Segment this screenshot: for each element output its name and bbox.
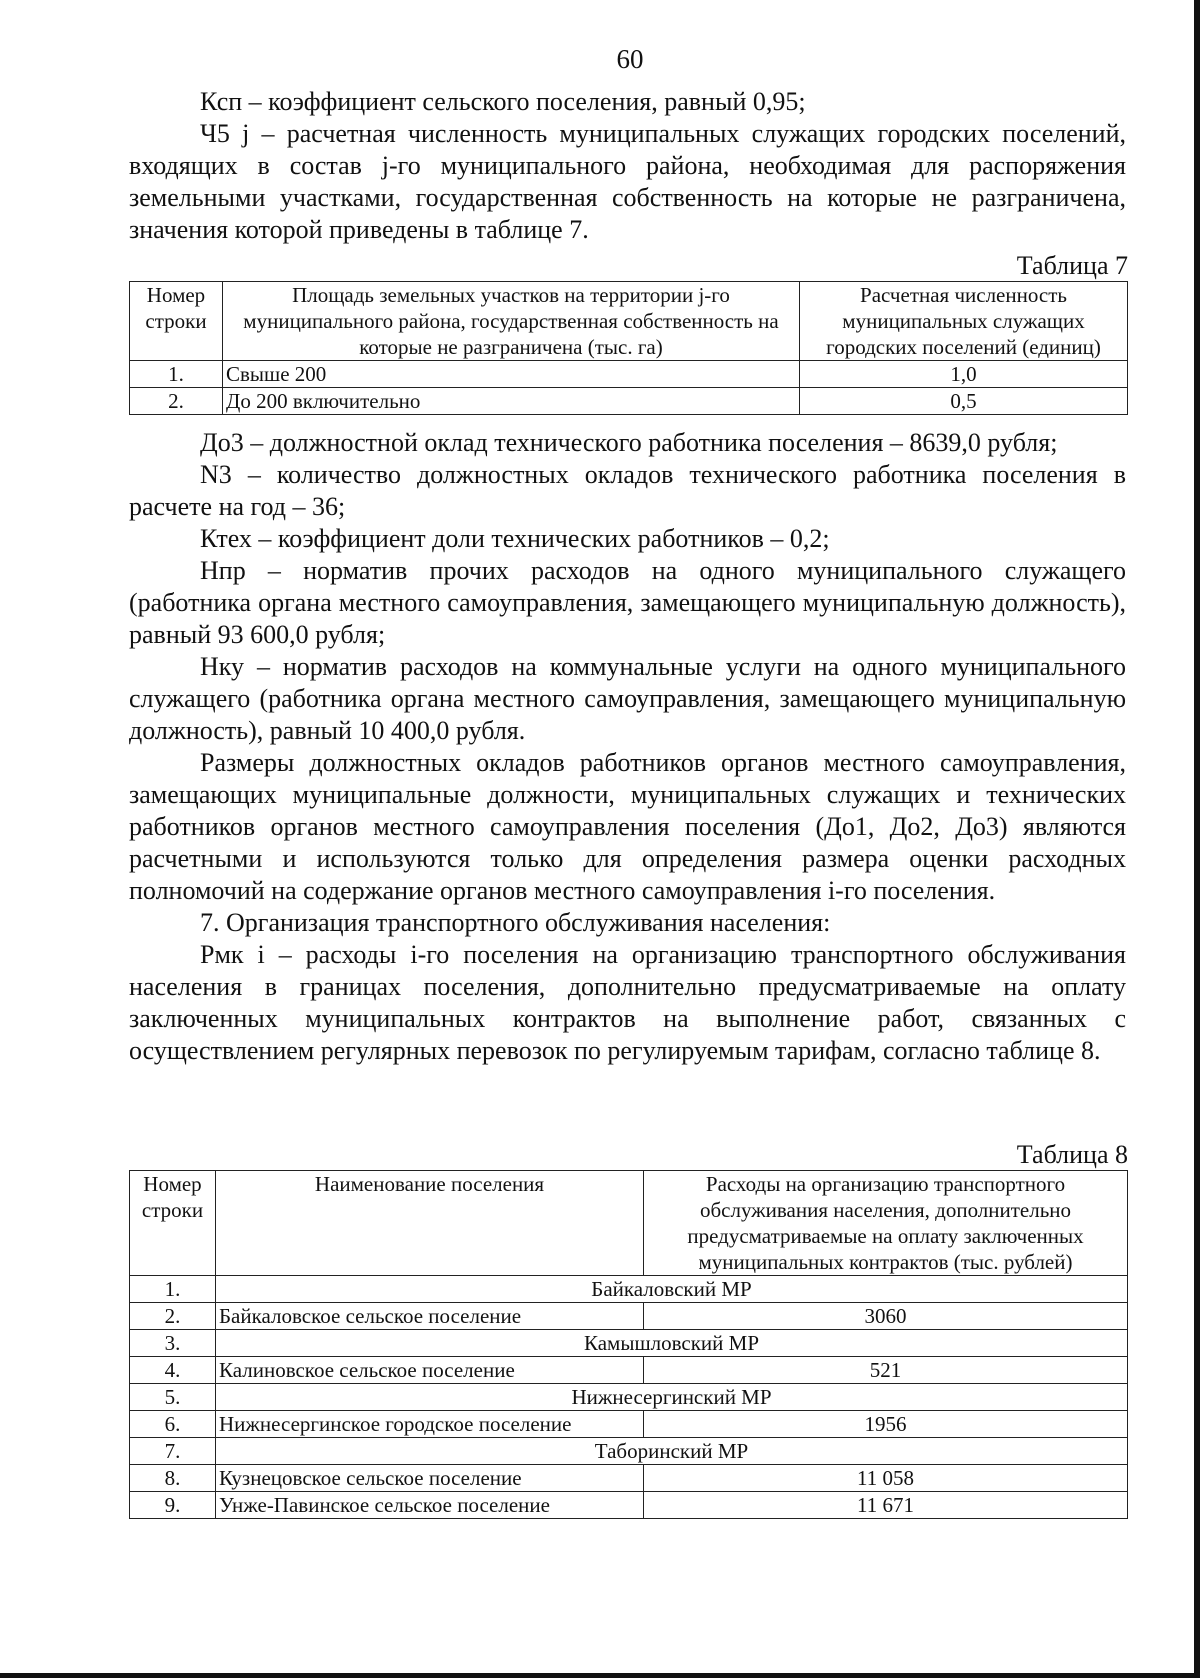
body-text <box>129 427 1126 1067</box>
row-number: 6. <box>130 1411 216 1438</box>
table-row <box>130 1357 1128 1384</box>
intro-text <box>129 86 1126 246</box>
row-name: Кузнецовское сельское поселение <box>216 1465 644 1492</box>
paragraph: Ксп – коэффициент сельского поселения, равный 0,95; <box>200 87 806 116</box>
row-name: Калиновское сельское поселение <box>216 1357 644 1384</box>
table-row <box>130 388 1128 415</box>
scan-edge-bottom <box>0 1673 1200 1678</box>
table-row <box>130 1465 1128 1492</box>
row-value: 0,5 <box>800 388 1128 415</box>
row-value: 3060 <box>644 1303 1128 1330</box>
row-value: 1,0 <box>800 361 1128 388</box>
row-number: 1. <box>130 1276 216 1303</box>
row-value: 1956 <box>644 1411 1128 1438</box>
table7-header-row <box>130 282 1128 361</box>
row-name: Нижнесергинское городское поселение <box>216 1411 644 1438</box>
row-area: До 200 включительно <box>223 388 800 415</box>
row-group: Камышловский МР <box>216 1330 1128 1357</box>
row-number: 9. <box>130 1492 216 1519</box>
paragraph: До3 – должностной оклад технического работника поселения – 8639,0 рубля; <box>200 428 1058 457</box>
table-row <box>130 1411 1128 1438</box>
paragraph: N3 – количество должностных окладов технического работника поселения в расчете на год – 36; <box>129 460 1126 521</box>
row-number: 3. <box>130 1330 216 1357</box>
table8 <box>129 1170 1128 1519</box>
row-number: 2. <box>130 1303 216 1330</box>
table8-header-num: Номер строки <box>130 1171 216 1276</box>
table-row <box>130 1438 1128 1465</box>
row-number: 7. <box>130 1438 216 1465</box>
paragraph: Нку – норматив расходов на коммунальные услуги на одного муниципального служащего (работника органа местного самоуправления, замещающего муниципальную должность), равный 10 400,0 рубля. <box>129 652 1126 745</box>
row-value: 11 058 <box>644 1465 1128 1492</box>
table-row <box>130 361 1128 388</box>
row-name: Байкаловское сельское поселение <box>216 1303 644 1330</box>
row-value: 11 671 <box>644 1492 1128 1519</box>
table-row <box>130 1303 1128 1330</box>
table7-header-area: Площадь земельных участков на территории j-го муниципального района, государственная собственность на которые не разграничена (тыс. га) <box>223 282 800 361</box>
table7-header-value: Расчетная численность муниципальных служащих городских поселений (единиц) <box>800 282 1128 361</box>
paragraph: 7. Организация транспортного обслуживания населения: <box>200 908 831 937</box>
row-group: Таборинский МР <box>216 1438 1128 1465</box>
row-name: Унже-Павинское сельское поселение <box>216 1492 644 1519</box>
table7 <box>129 281 1128 415</box>
table-row <box>130 1492 1128 1519</box>
paragraph: Размеры должностных окладов работников органов местного самоуправления, замещающих муниципальные должности, муниципальных служащих и технических работников органов местного самоуправления поселения (До1, До2, До3) являются расчетными и используются только для определения размера оценки расходных полномочий на содержание органов местного самоуправления i-го поселения. <box>129 748 1126 905</box>
row-value: 521 <box>644 1357 1128 1384</box>
table8-header-row <box>130 1171 1128 1276</box>
table8-caption: Таблица 8 <box>1016 1140 1128 1169</box>
row-number: 2. <box>130 388 223 415</box>
row-number: 8. <box>130 1465 216 1492</box>
row-area: Свыше 200 <box>223 361 800 388</box>
table7-caption: Таблица 7 <box>1016 251 1128 280</box>
paragraph: Рмк i – расходы i-го поселения на организацию транспортного обслуживания населения в границах поселения, дополнительно предусматриваемые на оплату заключенных муниципальных контрактов на выполнение работ, связанных с осуществлением регулярных перевозок по регулируемым тарифам, согласно таблице 8. <box>129 940 1126 1065</box>
table-row <box>130 1330 1128 1357</box>
table8-header-name: Наименование поселения <box>216 1171 644 1276</box>
paragraph: Ч5 j – расчетная численность муниципальных служащих городских поселений, входящих в состав j-го муниципального района, необходимая для распоряжения земельными участками, государственная собственность на которые не разграничена, значения которой приведены в таблице 7. <box>129 119 1126 244</box>
page-number: 60 <box>616 44 644 74</box>
row-number: 4. <box>130 1357 216 1384</box>
table8-header-value: Расходы на организацию транспортного обслуживания населения, дополнительно предусматриваемые на оплату заключенных муниципальных контрактов (тыс. рублей) <box>644 1171 1128 1276</box>
row-number: 1. <box>130 361 223 388</box>
paragraph: Нпр – норматив прочих расходов на одного муниципального служащего (работника органа местного самоуправления, замещающего муниципальную должность), равный 93 600,0 рубля; <box>129 556 1126 649</box>
table7-header-num: Номер строки <box>130 282 223 361</box>
table-row <box>130 1384 1128 1411</box>
table-row <box>130 1276 1128 1303</box>
paragraph: Ктех – коэффициент доли технических работников – 0,2; <box>200 524 830 553</box>
row-number: 5. <box>130 1384 216 1411</box>
scan-edge-right <box>1194 0 1200 1678</box>
row-group: Байкаловский МР <box>216 1276 1128 1303</box>
row-group: Нижнесергинский МР <box>216 1384 1128 1411</box>
